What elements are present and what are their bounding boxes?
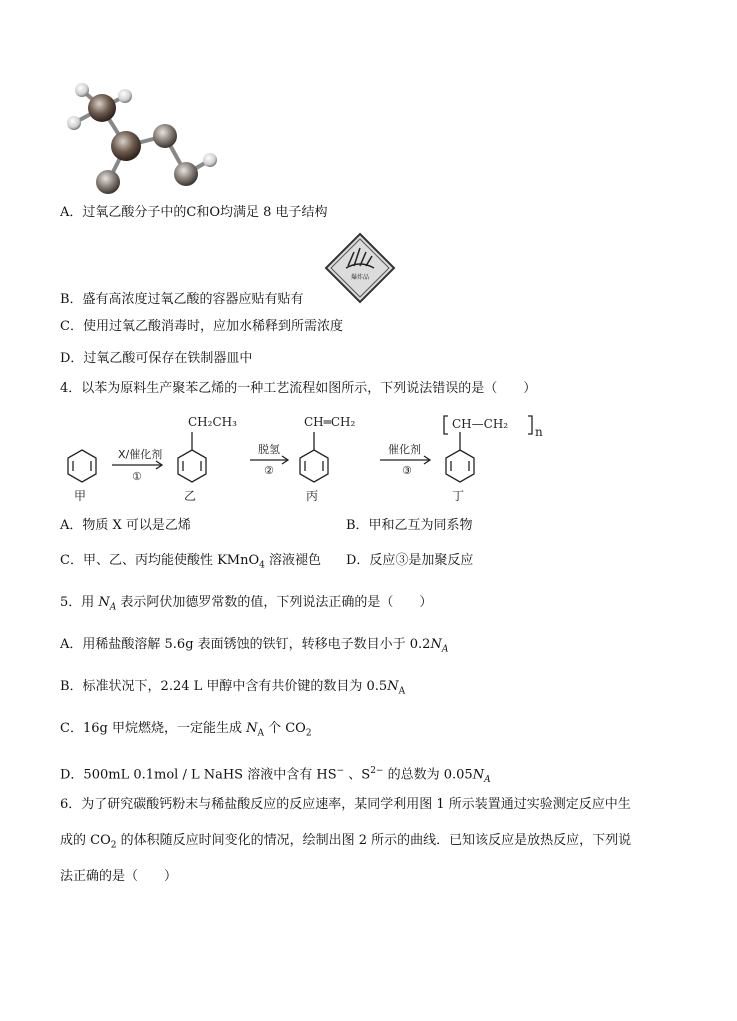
arrow1-reagent: X/催化剂 — [118, 448, 163, 461]
arrow3-reagent: 催化剂 — [388, 443, 421, 456]
q6-line-2: 成的 $CO_2$ 的体积随反应时间变化的情况，绘制出图 2 所示的曲线．已知该反应是放热反应，下列说 — [60, 833, 632, 851]
ethyl-group-formula: CH₂CH₃ — [188, 415, 237, 429]
polymer-unit-formula: CH—CH₂ — [452, 417, 509, 431]
arrow3-step: ③ — [402, 464, 412, 477]
q5-option-a: A．用稀盐酸溶解 5.6g 表面锈蚀的铁钉，转移电子数目小于 $0.2N_A$ — [60, 637, 449, 655]
q5-option-b: B．标准状况下，2.24 L 甲醇中含有共价键的数目为 $0.5N_A$ — [60, 679, 406, 697]
polystyrene-flow-diagram — [60, 410, 560, 505]
q3-option-c: C．使用过氧乙酸消毒时，应加水稀释到所需浓度 — [60, 319, 343, 334]
q4-stem: 4．以苯为原料生产聚苯乙烯的一种工艺流程如图所示，下列说法错误的是（ ） — [60, 381, 537, 396]
polymer-subscript-n: n — [535, 425, 543, 439]
q5-option-c: C．16g 甲烷燃烧，一定能生成 $N_A$ 个 $CO_2$ — [60, 721, 312, 739]
arrow2-step: ② — [264, 464, 274, 477]
arrow1-step: ① — [132, 470, 142, 483]
label-bing: 丙 — [306, 489, 319, 503]
molecule-model-image — [60, 78, 240, 198]
label-jia: 甲 — [74, 489, 87, 503]
explosive-hazard-label — [324, 232, 396, 304]
q4-option-d: D．反应③是加聚反应 — [346, 553, 474, 568]
q5-stem: 5．用 $N_A$ 表示阿伏加德罗常数的值，下列说法正确的是（ ） — [60, 595, 433, 613]
q4-option-c: C．甲、乙、丙均能使酸性 KMnO$_4$ 溶液褪色 — [60, 553, 322, 571]
q3-option-a: A．过氧乙酸分子中的C和O均满足 8 电子结构 — [60, 205, 328, 220]
q6-line-3: 法正确的是（ ） — [60, 869, 178, 884]
vinyl-group-formula: CH═CH₂ — [304, 415, 356, 429]
label-yi: 乙 — [184, 489, 197, 503]
q4-option-a: A．物质 X 可以是乙烯 — [60, 518, 191, 533]
label-ding: 丁 — [452, 489, 465, 503]
q6-line-1: 6．为了研究碳酸钙粉末与稀盐酸反应的反应速率，某同学利用图 1 所示装置通过实验测定反应中生 — [60, 797, 631, 812]
q3-option-d: D．过氧乙酸可保存在铁制器皿中 — [60, 351, 253, 366]
q3-option-b: B．盛有高浓度过氧乙酸的容器应贴有贴有 — [60, 292, 304, 307]
hazard-label-text: 爆炸品 — [350, 274, 370, 281]
q4-option-b: B．甲和乙互为同系物 — [346, 518, 473, 533]
q5-option-d: D．500mL 0.1mol / L NaHS 溶液中含有 HS− 、$S^{2-}$ 的总数为 $0.05N_A$ — [60, 766, 491, 785]
arrow2-reagent: 脱氢 — [258, 443, 280, 456]
